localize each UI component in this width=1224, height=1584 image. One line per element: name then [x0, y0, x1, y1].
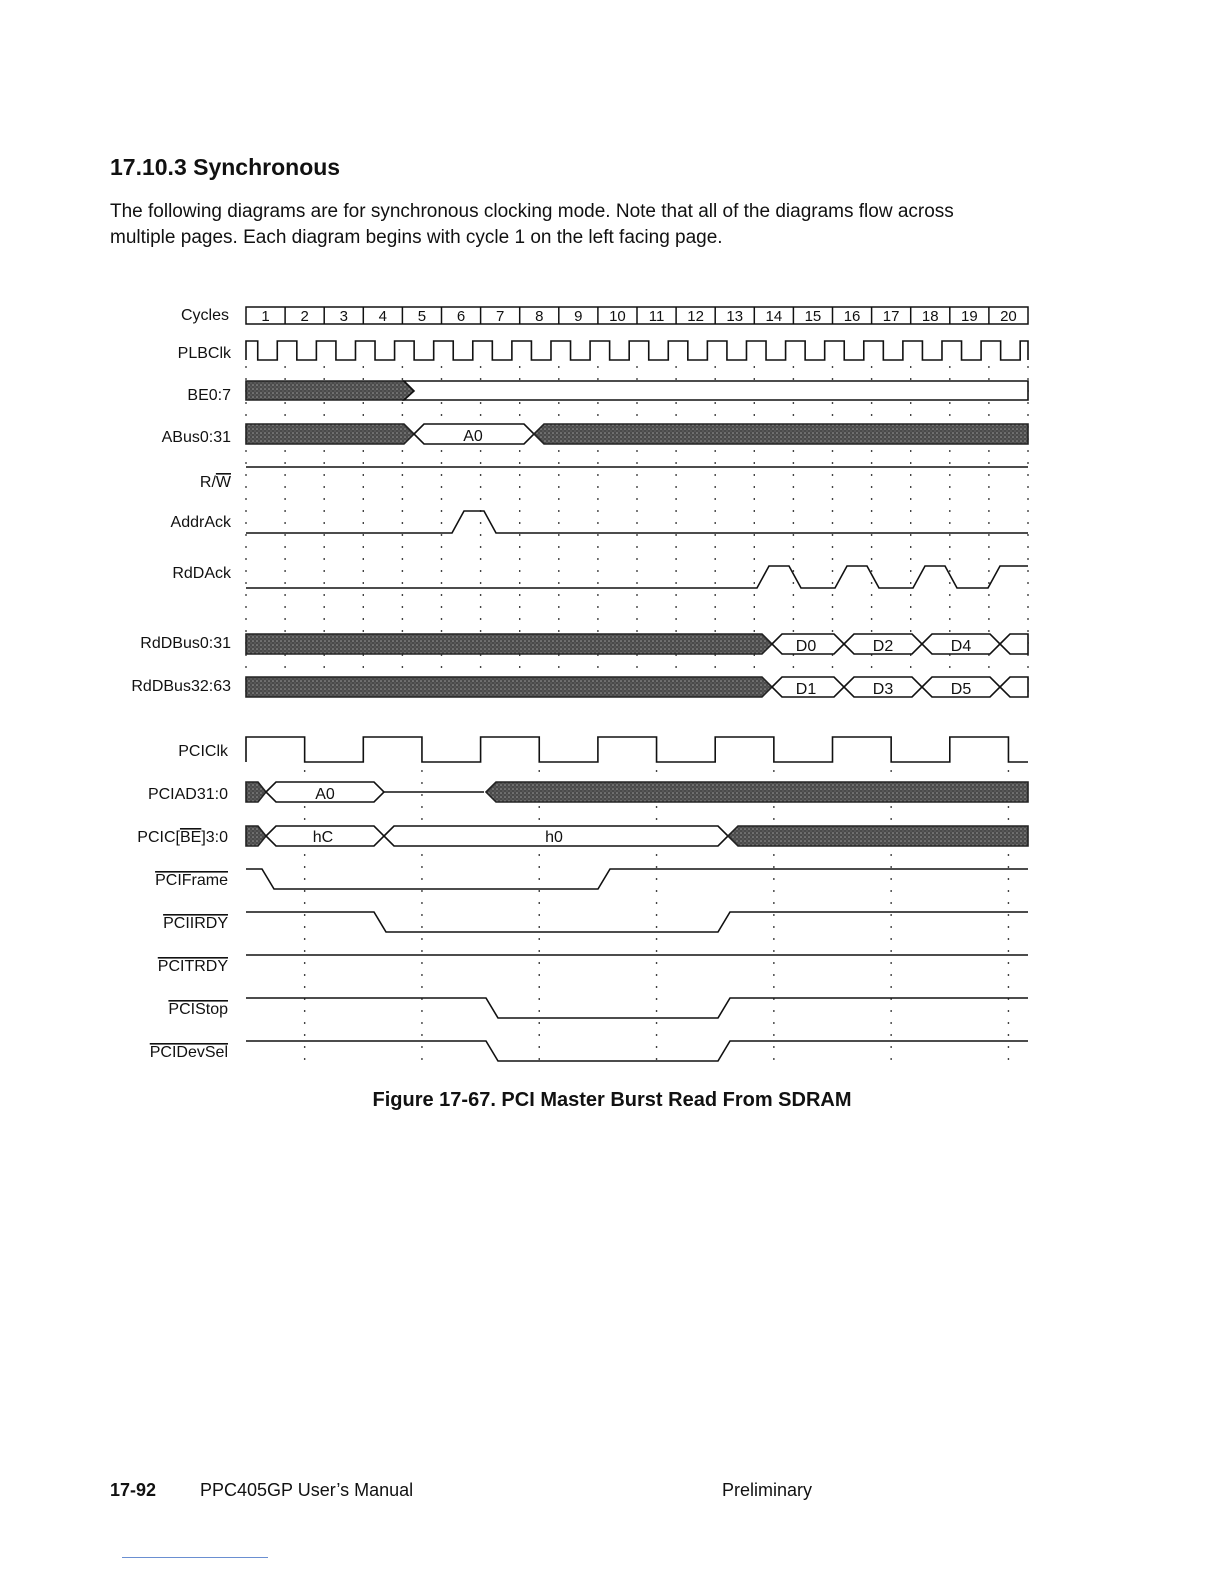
be-valid-region: [404, 381, 1028, 400]
cycle-number: 3: [339, 308, 348, 325]
rddbus0-value-2: D2: [872, 638, 894, 655]
cycle-number: 7: [495, 308, 505, 325]
cycle-number: 11: [648, 308, 665, 325]
pciframe-label: PCIFrame: [155, 872, 228, 889]
cycle-number: 20: [1000, 308, 1017, 325]
pciad-waveform: [246, 782, 1028, 803]
rddbus0-unknown-region: [246, 634, 772, 654]
rddbus0-waveform: [246, 634, 1028, 655]
abus-unknown-after: [534, 424, 1028, 444]
abus-address-value: A0: [463, 428, 483, 445]
pcic-byte-enable-value: h0: [545, 829, 563, 846]
abus-label: ABus0:31: [161, 429, 231, 446]
intro-line-2: multiple pages. Each diagram begins with cycle 1 on the left facing page.: [110, 227, 723, 248]
cycle-ruler: [246, 307, 1028, 325]
plbclk-label: PLBClk: [177, 345, 231, 362]
pciad-unknown-before: [246, 782, 266, 802]
cycle-number: 5: [417, 308, 427, 325]
pciclk-label: PCIClk: [178, 743, 228, 760]
cycle-number: 10: [609, 308, 626, 325]
cycle-number: 19: [961, 308, 978, 325]
pciframe-waveform: [246, 869, 1028, 889]
rw-label-w: W: [215, 474, 231, 491]
pcic-waveform: [246, 826, 1028, 846]
pcitrdy-label: PCITRDY: [157, 958, 228, 975]
document-status: Preliminary: [722, 1480, 813, 1500]
cycle-number: 14: [765, 308, 783, 325]
rddbus0-value-1: D0: [795, 638, 817, 655]
pciirdy-waveform: [246, 912, 1028, 932]
cycle-number: 8: [535, 308, 544, 325]
be-waveform: [246, 381, 1028, 400]
pcic-unknown-before: [246, 826, 266, 846]
pciirdy-label: PCIIRDY: [163, 915, 228, 932]
pciad-unknown-after: [486, 782, 1028, 802]
pcidevsel-waveform: [246, 1041, 1028, 1061]
section-heading: 17.10.3 Synchronous: [110, 154, 341, 180]
cycles-label: Cycles: [180, 307, 229, 324]
rddbus32-waveform: [246, 677, 1028, 698]
rddbus32-value-2: D3: [872, 681, 894, 698]
rddbus32-label: RdDBus32:63: [131, 678, 231, 695]
intro-paragraph: [110, 199, 1070, 251]
rddack-waveform: [246, 566, 1028, 588]
rw-label: [200, 474, 232, 491]
be-label: BE0:7: [187, 387, 231, 404]
cycle-number: 2: [300, 308, 309, 325]
rddbus0-next-region: [1000, 634, 1028, 654]
pcistop-label: PCIStop: [168, 1001, 228, 1018]
rddbus32-value-1: D1: [795, 681, 817, 698]
cycle-number: 6: [456, 308, 466, 325]
pciad-label: PCIAD31:0: [147, 786, 228, 803]
cycle-number: 15: [804, 308, 822, 325]
rddbus32-value-3: D5: [950, 681, 972, 698]
rddbus32-unknown-region: [246, 677, 772, 697]
figure-caption: Figure 17-67. PCI Master Burst Read From SDRAM: [372, 1089, 852, 1111]
cycle-number: 16: [843, 308, 861, 325]
abus-unknown-before: [246, 424, 414, 444]
footer-link-rule: [122, 1557, 268, 1558]
pcic-command-value: hC: [312, 829, 334, 846]
cycle-number: 1: [261, 308, 270, 325]
cycle-number: 12: [687, 308, 704, 325]
manual-title: PPC405GP User’s Manual: [200, 1480, 414, 1500]
rddbus0-value-3: D4: [950, 638, 972, 655]
be-unknown-region: [246, 381, 414, 400]
pcic-label: [137, 829, 228, 846]
cycle-number: 18: [921, 308, 939, 325]
plbclk-waveform: [246, 341, 1028, 360]
cycle-number: 13: [726, 308, 744, 325]
pcidevsel-label: PCIDevSel: [149, 1044, 228, 1061]
intro-line-1: The following diagrams are for synchronous clocking mode. Note that all of the diagrams flow across: [110, 201, 954, 222]
pcic-unknown-after: [728, 826, 1028, 846]
abus-waveform: [246, 424, 1028, 445]
rw-label-r: R/: [199, 474, 216, 491]
timing-diagram: [0, 295, 1224, 1085]
rddack-label: RdDAck: [172, 565, 231, 582]
cycle-number: 9: [574, 308, 583, 325]
rddbus0-label: RdDBus0:31: [140, 635, 231, 652]
page-number: 17-92: [110, 1480, 157, 1500]
pcistop-waveform: [246, 998, 1028, 1018]
cycle-number: 4: [378, 308, 388, 325]
cycle-number: 17: [882, 308, 900, 325]
pciclk-waveform: [246, 737, 1028, 762]
rddbus32-next-region: [1000, 677, 1028, 697]
pciad-address-value: A0: [315, 786, 335, 803]
pcic-label-post: ]3:0: [201, 829, 228, 846]
addrack-label: AddrAck: [170, 514, 231, 531]
pcic-label-be: BE: [179, 829, 202, 846]
pcic-label-pre: PCIC[: [137, 829, 180, 846]
pci-cycle-grid: [305, 770, 1009, 1066]
